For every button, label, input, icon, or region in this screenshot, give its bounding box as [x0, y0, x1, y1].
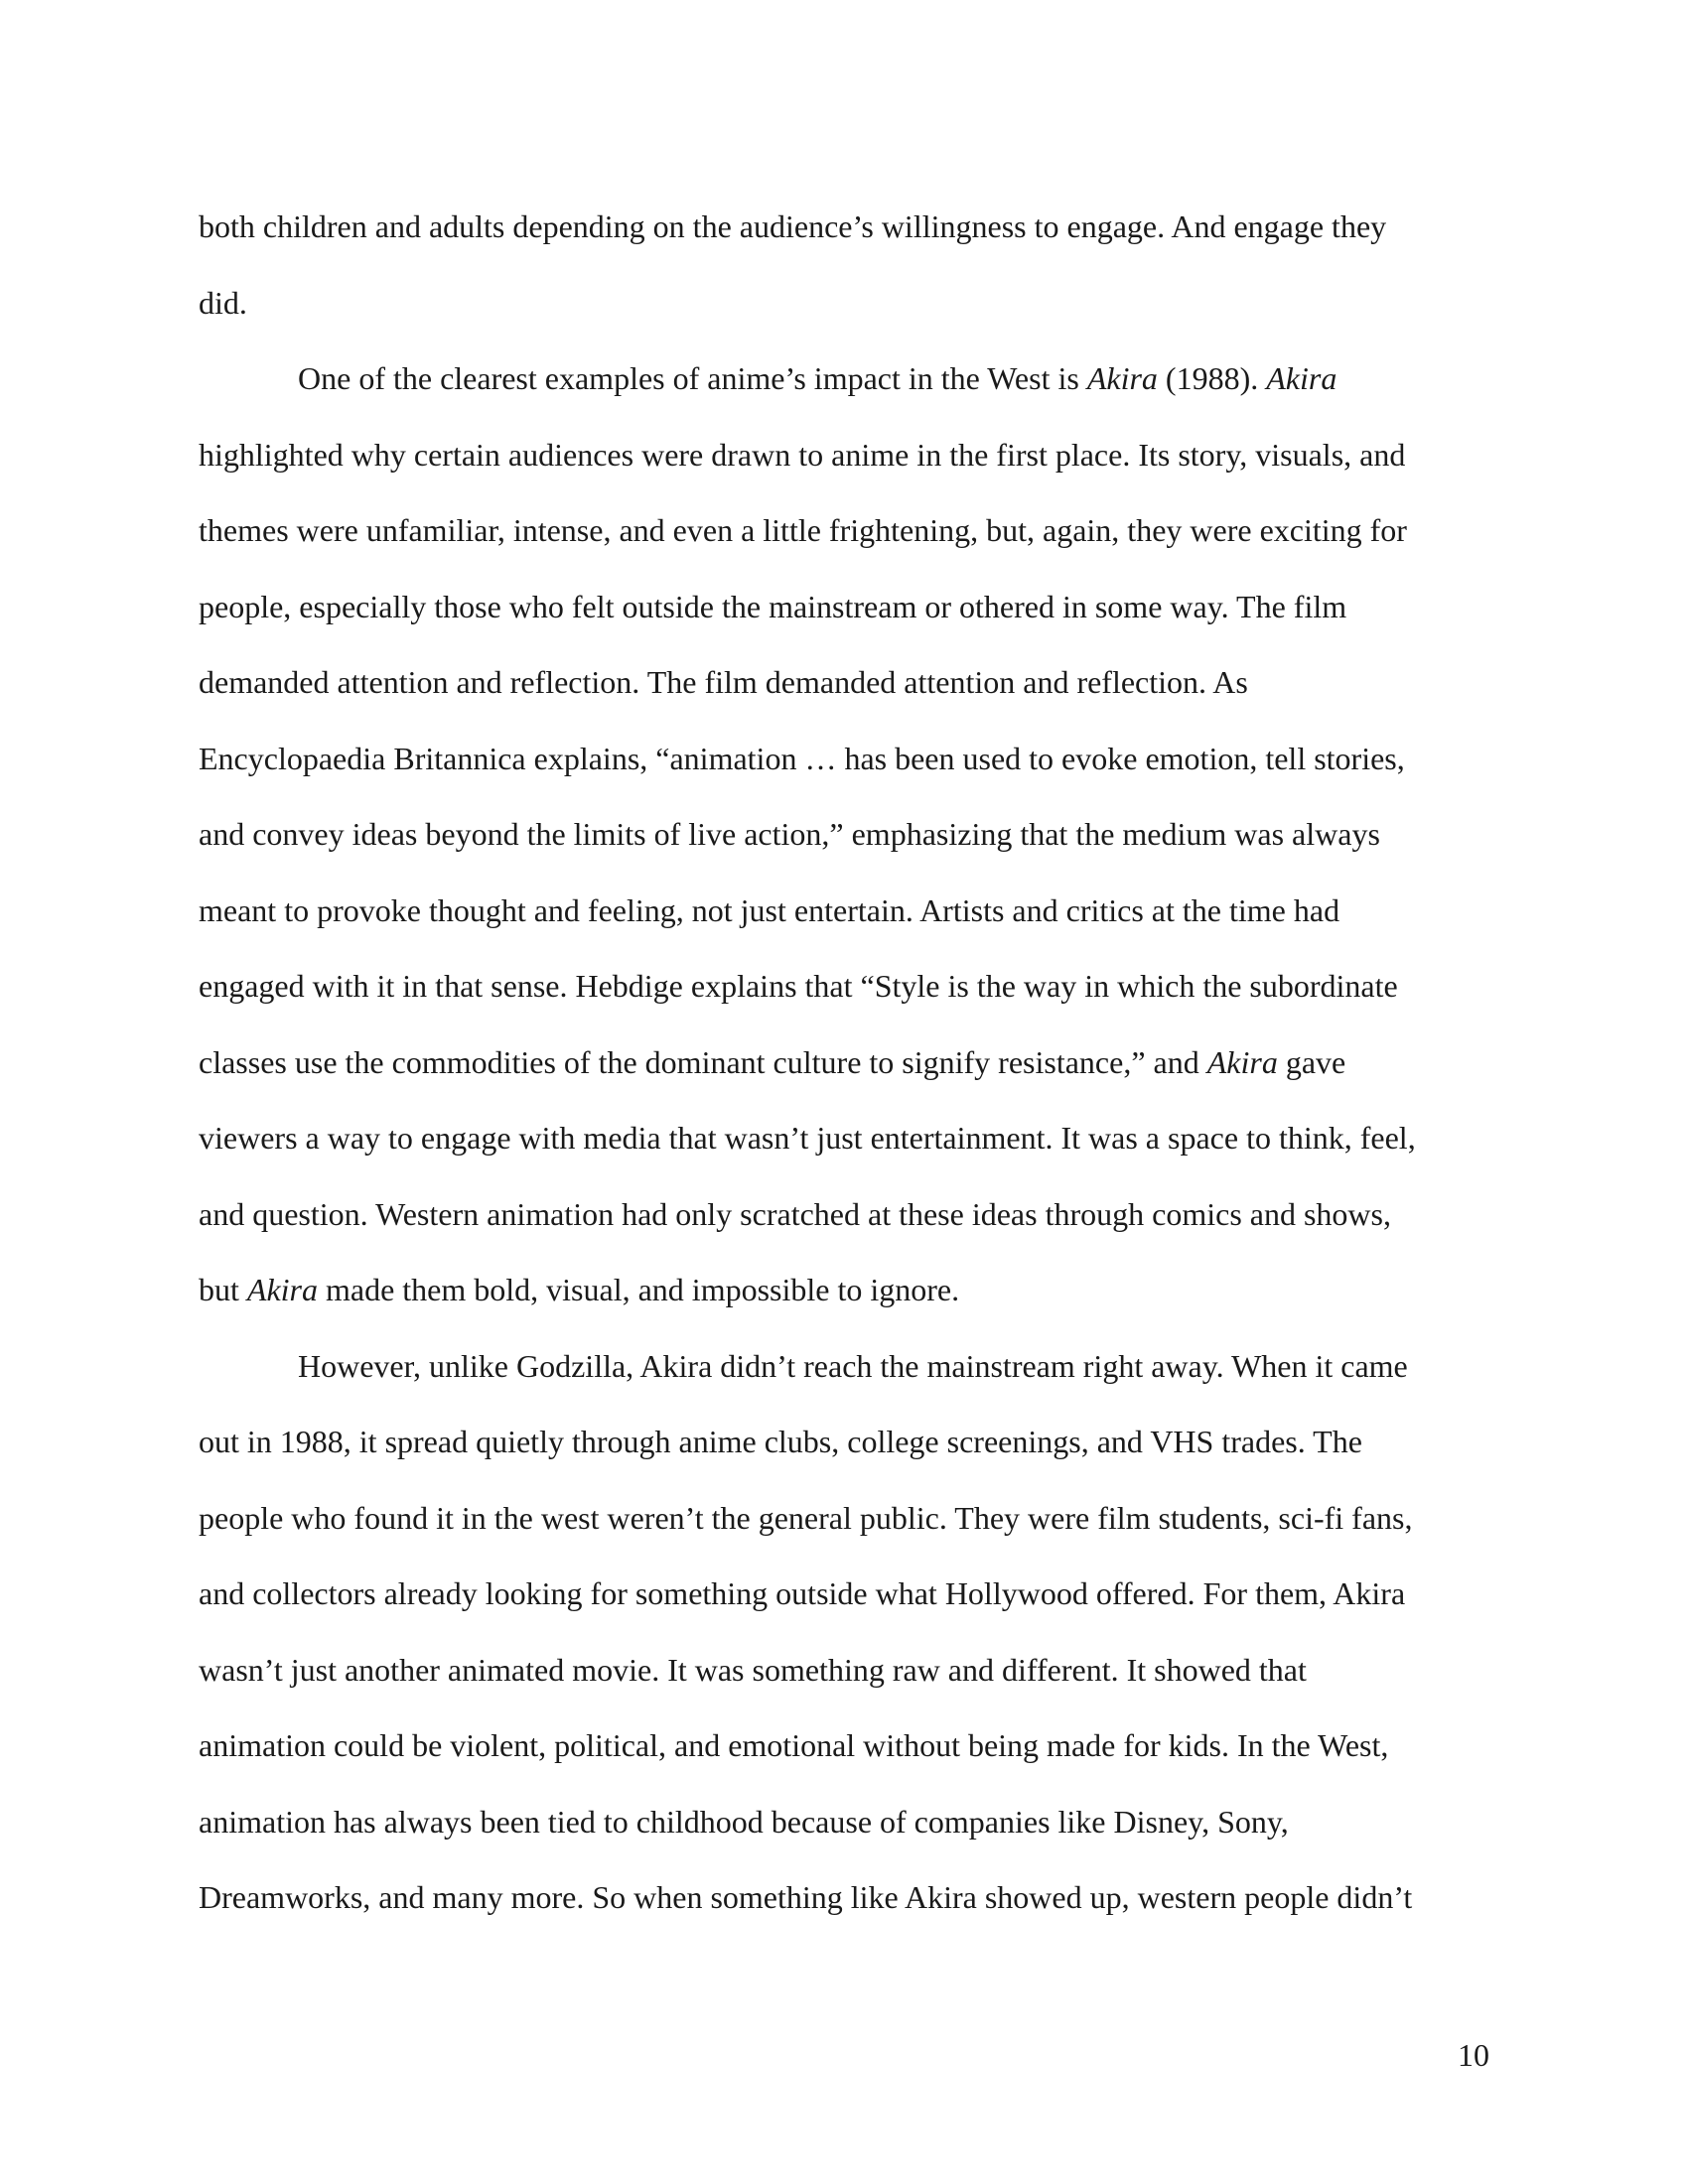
film-title: Akira [246, 1272, 318, 1307]
text-line [199, 341, 1489, 417]
film-title: Akira [1266, 360, 1337, 396]
film-title: Akira [1086, 360, 1158, 396]
text-line: people, especially those who felt outside the mainstream or othered in some way. The film [199, 588, 1347, 624]
text-line: engaged with it in that sense. Hebdige explains that “Style is the way in which the subordinate [199, 968, 1398, 1004]
text-line: Dreamworks, and many more. So when something like Akira showed up, western people didn’t [199, 1879, 1413, 1915]
text-run: (1988). [1157, 360, 1267, 396]
text-line: people who found it in the west weren’t the general public. They were film students, sci-fi fans, [199, 1499, 1413, 1536]
text-run: but [199, 1272, 247, 1307]
text-line: animation has always been tied to childhood because of companies like Disney, Sony, [199, 1803, 1289, 1840]
text-line: themes were unfamiliar, intense, and even a little frightening, but, again, they were exciting for [199, 512, 1407, 548]
text-line [199, 1024, 1489, 1101]
text-run: made them bold, visual, and impossible to ignore. [317, 1272, 960, 1307]
text-line: and collectors already looking for something outside what Hollywood offered. For them, Akira [199, 1575, 1406, 1611]
text-line: viewers a way to engage with media that wasn’t just entertainment. It was a space to think, feel, [199, 1120, 1416, 1156]
text-line: and convey ideas beyond the limits of live action,” emphasizing that the medium was always [199, 816, 1380, 852]
text-line: animation could be violent, political, and emotional without being made for kids. In the West, [199, 1727, 1389, 1763]
text-run: gave [1277, 1043, 1346, 1080]
text-line: However, unlike Godzilla, Akira didn’t reach the mainstream right away. When it came [298, 1347, 1408, 1384]
text-line: out in 1988, it spread quietly through anime clubs, college screenings, and VHS trades. The [199, 1424, 1362, 1459]
text-line: did. [199, 284, 247, 321]
text-line: both children and adults depending on the audience’s willingness to engage. And engage they [199, 208, 1387, 244]
text-line: wasn’t just another animated movie. It was something raw and different. It showed that [199, 1651, 1307, 1688]
body-text [199, 189, 1489, 1936]
text-run: classes use the commodities of the dominant culture to signify resistance,” and [199, 1043, 1207, 1080]
text-line: meant to provoke thought and feeling, not just entertain. Artists and critics at the time had [199, 891, 1340, 928]
page-number: 10 [1458, 2037, 1489, 2073]
film-title: Akira [1206, 1043, 1278, 1080]
text-line: demanded attention and reflection. The film demanded attention and reflection. As [199, 664, 1248, 700]
text-run: One of the clearest examples of anime’s impact in the West is [298, 360, 1087, 396]
text-line: and question. Western animation had only scratched at these ideas through comics and shows, [199, 1195, 1391, 1232]
text-line [199, 1252, 1489, 1328]
text-line: Encyclopaedia Britannica explains, “animation … has been used to evoke emotion, tell stories, [199, 740, 1405, 776]
text-line: highlighted why certain audiences were drawn to anime in the first place. Its story, visuals, and [199, 436, 1406, 473]
